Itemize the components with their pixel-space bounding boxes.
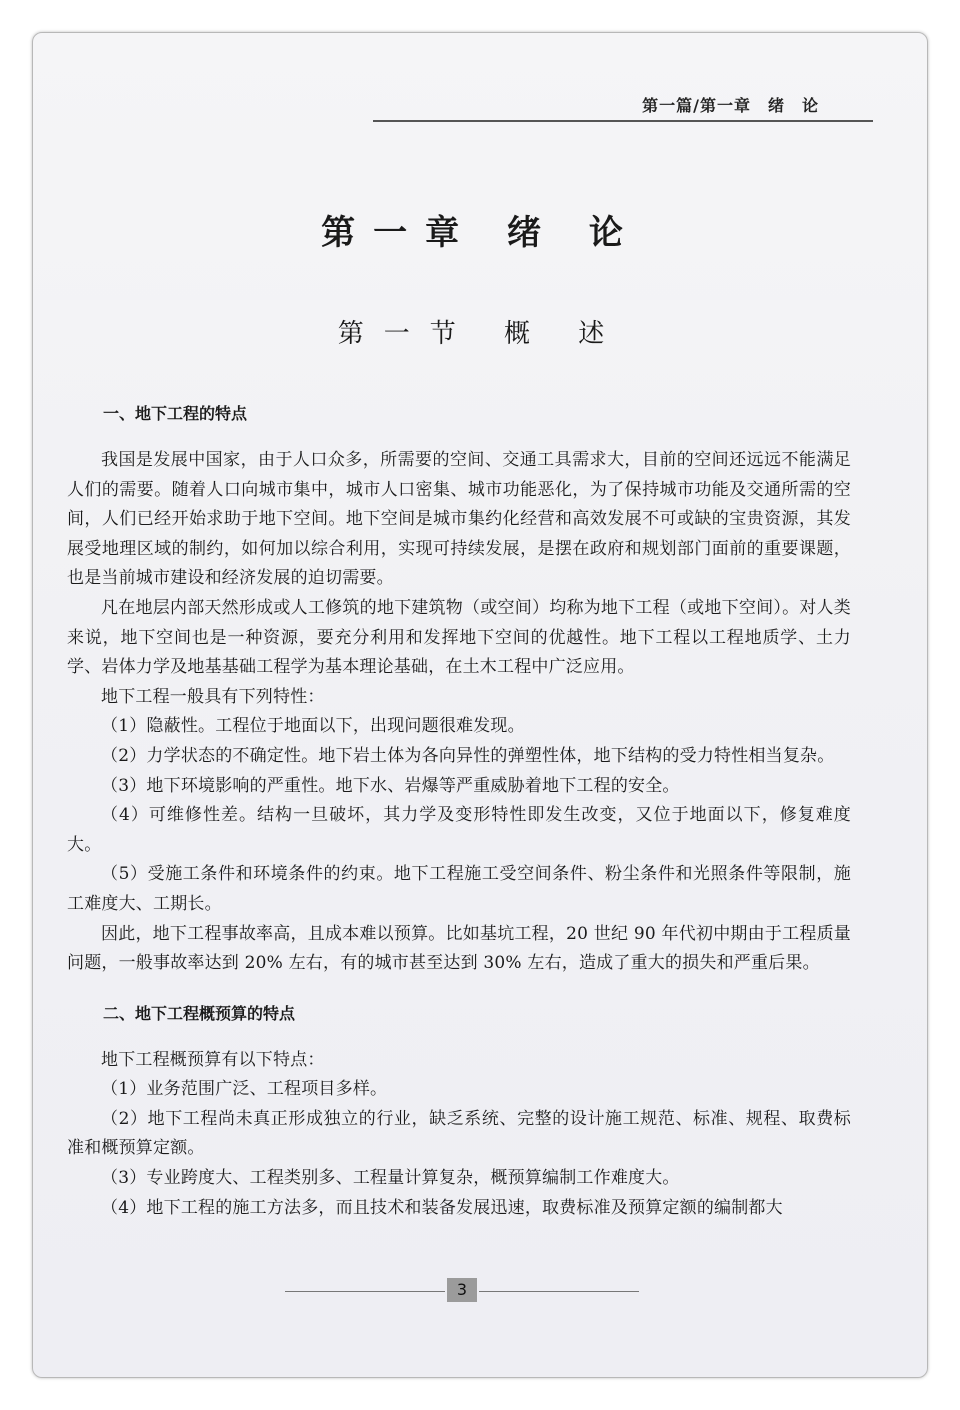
subheading-budget: 二、地下工程概预算的特点 xyxy=(103,1003,296,1023)
paragraph: 我国是发展中国家，由于人口众多，所需要的空间、交通工具需求大，目前的空间还远远不能满足人们的需要。随着人口向城市集中，城市人口密集、城市功能恶化，为了保持城市功能及交通所需的空间，人们已经开始求助于地下空间。地下空间是城市集约化经营和高效发展不可或缺的宝贵资源，其发展受地理区域的制约，如何加以综合利用，实现可持续发展，是摆在政府和规划部门面前的重要课题，也是当前城市建设和经济发展的迫切需要。 xyxy=(67,450,851,589)
paragraph: 因此，地下工程事故率高，且成本难以预算。比如基坑工程，20 世纪 90 年代初中期由于工程质量问题，一般事故率达到 20% 左右，有的城市甚至达到 30% 左右，造成了重大的损失和严重后果。 xyxy=(67,923,851,974)
list-item: （3）地下环境影响的严重性。地下水、岩爆等严重威胁着地下工程的安全。 xyxy=(101,775,680,796)
body-text xyxy=(67,401,851,1223)
book-page xyxy=(32,32,928,1378)
chapter-title: 第一章 绪 论 xyxy=(321,213,641,253)
list-item: （4）可维修性差。结构一旦破坏，其力学及变形特性即发生改变，又位于地面以下，修复难度大。 xyxy=(67,805,851,855)
paragraph: 凡在地层内部天然形成或人工修筑的地下建筑物（或空间）均称为地下工程（或地下空间）。对人类来说，地下空间也是一种资源，要充分利用和发挥地下空间的优越性。地下工程以工程地质学、土力学、岩体力学及地基基础工程学为基本理论基础，在土木工程中广泛应用。 xyxy=(67,597,851,678)
header-rule xyxy=(373,120,873,122)
footer-rule-left xyxy=(285,1291,445,1292)
running-header: 第一篇/第一章 绪 论 xyxy=(642,96,819,115)
list-item: （1）业务范围广泛、工程项目多样。 xyxy=(101,1079,388,1100)
list-item: （5）受施工条件和环境条件的约束。地下工程施工受空间条件、粉尘条件和光照条件等限制，施工难度大、工期长。 xyxy=(67,864,851,914)
subheading-features: 一、地下工程的特点 xyxy=(103,404,248,423)
list-item: （4）地下工程的施工方法多，而且技术和装备发展迅速，取费标准及预算定额的编制都大 xyxy=(101,1197,783,1218)
paragraph: 地下工程一般具有下列特性： xyxy=(101,686,325,707)
footer-rule-right xyxy=(479,1291,639,1292)
list-item: （2）地下工程尚未真正形成独立的行业，缺乏系统、完整的设计施工规范、标准、规程、取费标准和概预算定额。 xyxy=(67,1108,851,1159)
section-title: 第一节 概 述 xyxy=(337,319,625,349)
list-item: （3）专业跨度大、工程类别多、工程量计算复杂，概预算编制工作难度大。 xyxy=(101,1168,680,1189)
page-number: 3 xyxy=(447,1278,477,1302)
list-item: （2）力学状态的不确定性。地下岩土体为各向异性的弹塑性体，地下结构的受力特性相当复杂。 xyxy=(101,745,835,766)
paragraph: 地下工程概预算有以下特点： xyxy=(101,1049,325,1070)
list-item: （1）隐蔽性。工程位于地面以下，出现问题很难发现。 xyxy=(101,716,525,737)
